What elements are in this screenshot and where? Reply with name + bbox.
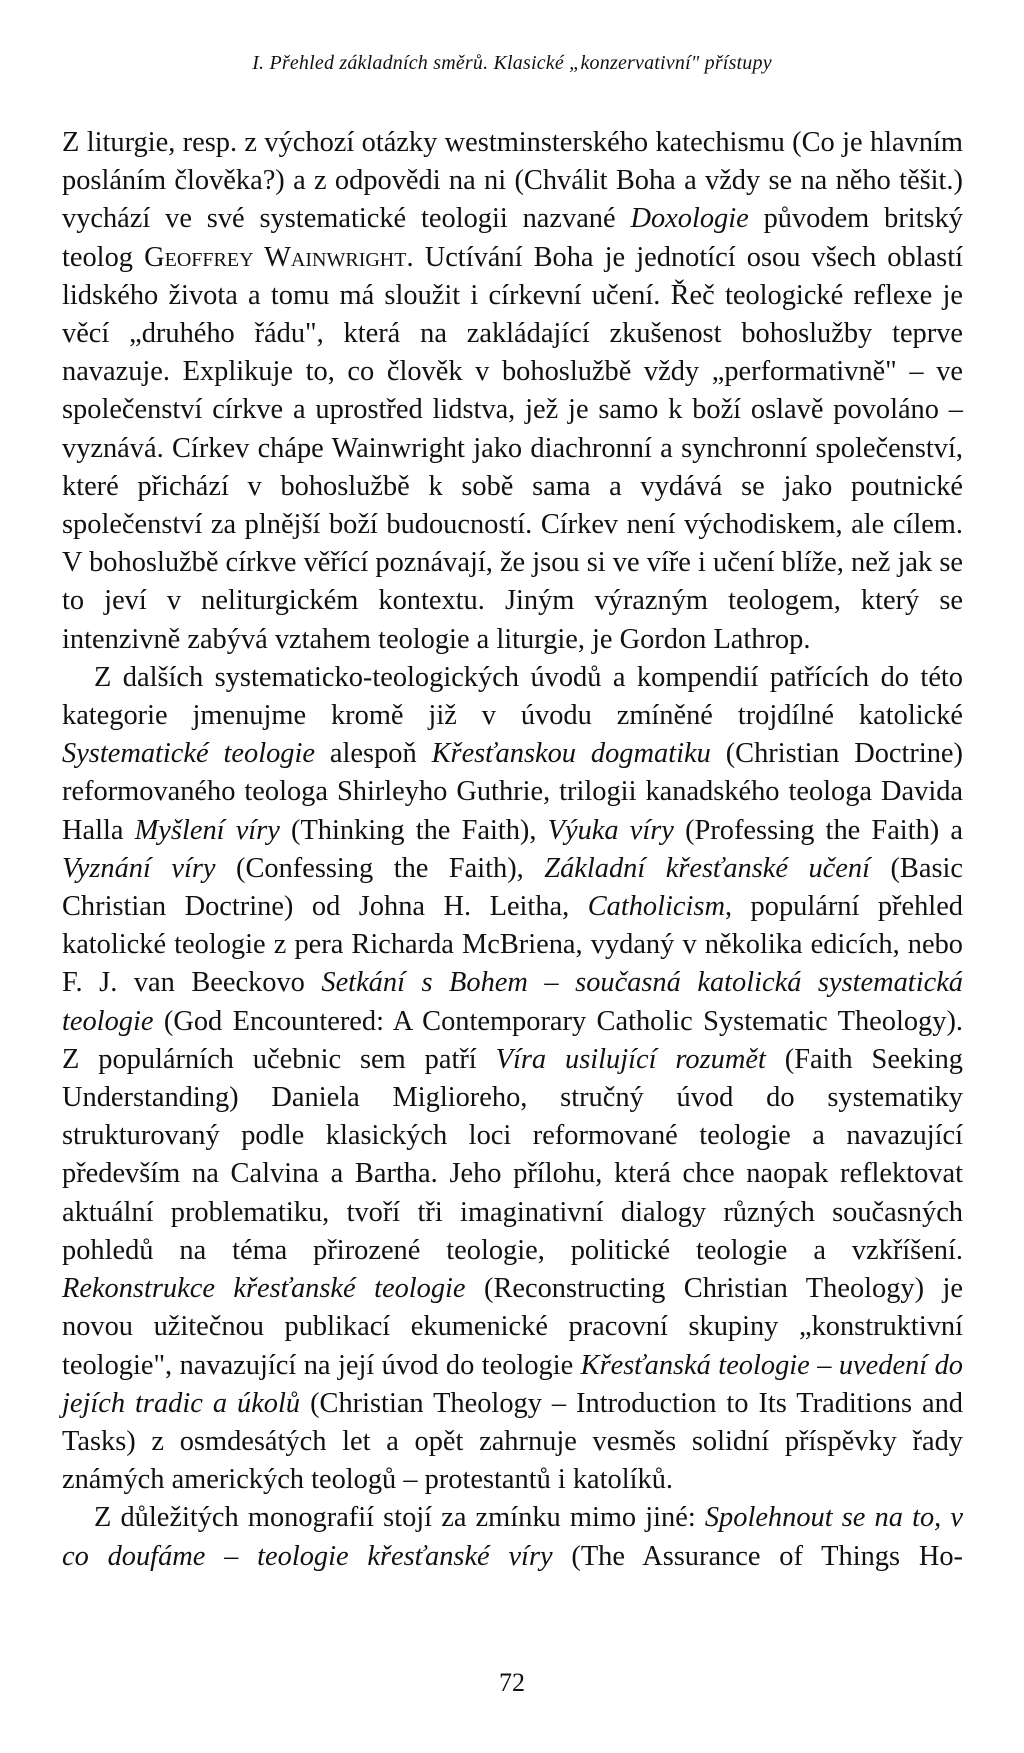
- italic-text: Víra usilující rozumět: [495, 1043, 766, 1075]
- paragraph-3: [62, 1499, 963, 1575]
- small-caps-name: Geoffrey Wainwright: [144, 241, 407, 273]
- text-run: (The Assurance of Things Ho-: [552, 1540, 963, 1572]
- text-run: (Christian Doctrine) reformovaného teologa Shirleyho Guthrie, trilogii kanadského teologa Davida Halla: [62, 738, 963, 846]
- page-number: 72: [499, 1668, 525, 1697]
- paragraph-1: [62, 124, 963, 659]
- italic-text: Catholicism: [587, 891, 725, 923]
- italic-text: Setkání s Bohem – současná katolická systematická teologie: [62, 967, 963, 1037]
- text-run: (Faith Seeking Understanding) Daniela Miglioreho, stručný úvod do systematiky strukturovaný podle klasických loci reformované teologie a navazující především na Calvina a Bartha. Jeho přílohu, která chce naopak reflektovat aktuální problematiku, tvoří tři imaginativní dialogy různých současných pohledů na téma přirozené teologie, politické teologie a vzkříšení.: [62, 1043, 963, 1266]
- text-run: (God Encountered: A Contemporary Catholic Systematic Theology). Z populárních učebnic sem patří: [62, 1005, 963, 1075]
- italic-text: Spolehnout se na to, v co doufáme – teologie křesťanské víry: [62, 1502, 963, 1572]
- body-text: [62, 124, 963, 1576]
- italic-text: Základní křesťanské učení: [544, 852, 870, 884]
- text-run: . Uctívání Boha je jednotící osou všech oblastí lidského života a tomu má sloužit i církevní učení. Řeč teologické reflexe je věcí „druhého řádu", která na zakládající zkušenost bohoslužby teprve navazuje. Explikuje to, co člověk v bohoslužbě vždy „performativně" – ve společenství církve a uprostřed lidstva, jež je samo k boží oslavě povoláno – vyznává. Církev chápe Wainwright jako diachronní a synchronní společenství, které přichází v bohoslužbě k sobě sama a vydává se jako poutnické společenství za plnější boží budoucností. Církev není východiskem, ale cílem. V bohoslužbě církve věřící poznávají, že jsou si ve víře i učení blíže, než jak se to jeví v neliturgickém kontextu. Jiným výrazným teologem, který se intenzivně zabývá vztahem teologie a liturgie, je Gordon Lathrop.: [62, 241, 964, 655]
- text-run: původem britský teolog: [62, 203, 963, 273]
- italic-text: Systematické teologie: [62, 738, 315, 770]
- paragraph-2: [62, 659, 963, 1499]
- text-run: (Confessing the Faith),: [215, 852, 545, 884]
- text-run: alespoň: [315, 738, 432, 770]
- italic-text: Křesťanskou dogmatiku: [431, 738, 711, 770]
- text-run: (Thinking the Faith),: [279, 814, 548, 846]
- text-run: Z důležitých monografií stojí za zmínku mimo jiné:: [94, 1502, 705, 1534]
- text-run: Z liturgie, resp. z výchozí otázky westminsterského katechismu (Co je hlavním posláním člověka?) a z odpovědi na ni (Chválit Boha a vždy se na něho těšit.) vychází ve své systematické teologii nazvané: [62, 127, 963, 235]
- text-run: (Professing the Faith) a: [673, 814, 963, 846]
- text-run: , populární přehled katolické teologie z pera Richarda McBriena, vydaný v několika edicích, nebo F. J. van Beeckovo: [62, 891, 963, 999]
- italic-text: Křesťanská teologie – uvedení do jejích tradic a úkolů: [62, 1349, 963, 1419]
- italic-text: Doxologie: [630, 203, 749, 235]
- italic-text: Výuka víry: [547, 814, 674, 846]
- running-header: I. Přehled základních směrů. Klasické „konzervativní" přístupy: [252, 52, 772, 74]
- text-run: (Reconstructing Christian Theology) je novou užitečnou publikací ekumenické pracovní skupiny „konstruktivní teologie", navazující na její úvod do teologie: [62, 1273, 964, 1381]
- text-run: Z dalších systematicko-teologických úvodů a kompendií patřících do této kategorie jmenujme kromě již v úvodu zmíněné trojdílné katolické: [62, 661, 963, 732]
- italic-text: Rekonstrukce křesťanské teologie: [62, 1273, 466, 1305]
- italic-text: Myšlení víry: [134, 814, 280, 846]
- text-run: (Basic Christian Doctrine) od Johna H. Leitha,: [62, 852, 963, 923]
- text-run: (Christian Theology – Introduction to Its Traditions and Tasks) z osmdesátých let a opět zahrnuje vesměs solidní příspěvky řady známých amerických teologů – protestantů i katolíků.: [62, 1387, 963, 1496]
- italic-text: Vyznání víry: [62, 852, 216, 884]
